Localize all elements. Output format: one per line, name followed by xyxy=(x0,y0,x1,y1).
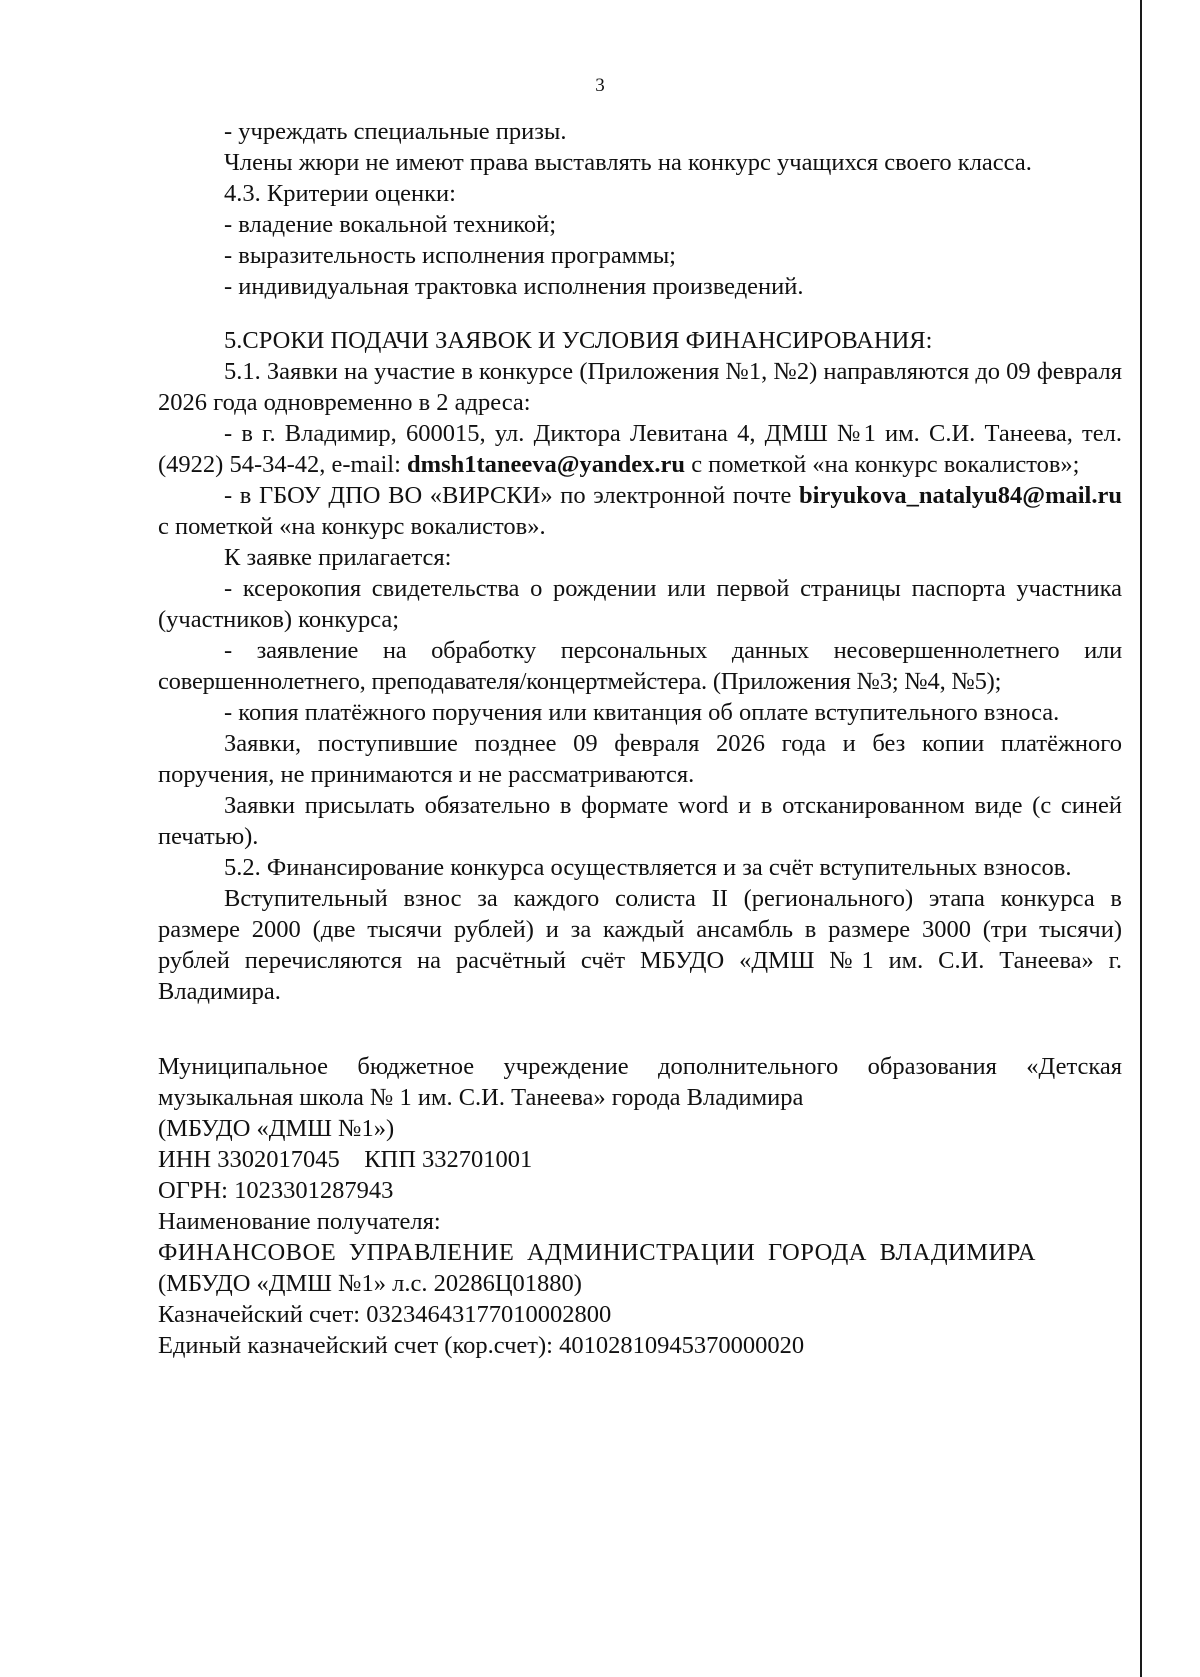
single-treasury-account: Единый казначейский счет (кор.счет): 40102810945370000020 xyxy=(158,1332,805,1359)
clause-5-1: 5.1. Заявки на участие в конкурсе (Приложения №1, №2) направляются до 09 февраля 2026 года одновременно в 2 адреса: xyxy=(158,358,1122,416)
recipient-name: ФИНАНСОВОЕ УПРАВЛЕНИЕ АДМИНИСТРАЦИИ ГОРОДА ВЛАДИМИРА xyxy=(158,1239,1036,1266)
treasury-account: Казначейский счет: 03234643177010002800 xyxy=(158,1301,612,1328)
criteria-item: - владение вокальной техникой; xyxy=(224,211,557,238)
org-short-name: (МБУДО «ДМШ №1») xyxy=(158,1115,395,1142)
address-text: - в г. Владимир, 600015, ул. Диктора Левитана 4, ДМШ №1 им. С.И. Танеева, тел.(4922) 54-34-42, e-mail: xyxy=(158,420,1122,478)
page-edge-line xyxy=(1140,0,1142,1677)
attachment-item: - заявление на обработку персональных данных несовершеннолетнего или совершеннолетнего, преподавателя/концертмейстера. (Приложения №3; №4, №5); xyxy=(158,637,1122,695)
attachment-item: - копия платёжного поручения или квитанция об оплате вступительного взноса. xyxy=(224,699,1060,726)
email-dmsh: dmsh1taneeva@yandex.ru xyxy=(407,451,686,478)
jury-note: Члены жюри не имеют права выставлять на конкурс учащихся своего класса. xyxy=(224,149,1032,176)
address-note: с пометкой «на конкурс вокалистов». xyxy=(158,513,546,540)
inn-kpp: ИНН 3302017045 КПП 332701001 xyxy=(158,1146,533,1173)
clause-5-2: 5.2. Финансирование конкурса осуществляется и за счёт вступительных взносов. xyxy=(224,854,1072,881)
format-note: Заявки присылать обязательно в формате word и в отсканированном виде (с синей печатью). xyxy=(158,792,1122,850)
criteria-item: - индивидуальная трактовка исполнения произведений. xyxy=(224,273,804,300)
special-prizes-item: - учреждать специальные призы. xyxy=(224,118,567,145)
recipient-account: (МБУДО «ДМШ №1» л.с. 20286Ц01880) xyxy=(158,1270,582,1297)
address-vladimir xyxy=(158,418,1122,480)
section-gap xyxy=(158,1007,1122,1051)
late-applications-note: Заявки, поступившие позднее 09 февраля 2026 года и без копии платёжного поручения, не принимаются и не рассматриваются. xyxy=(158,730,1122,788)
attachment-item: - ксерокопия свидетельства о рождении или первой страницы паспорта участника (участников) конкурса; xyxy=(158,575,1122,633)
page-number: 3 xyxy=(595,75,605,96)
address-text: - в ГБОУ ДПО ВО «ВИРСКИ» по электронной почте xyxy=(224,482,800,509)
criteria-item: - выразительность исполнения программы; xyxy=(224,242,676,269)
org-full-name: Муниципальное бюджетное учреждение дополнительного образования «Детская музыкальная школа № 1 им. С.И. Танеева» города Владимира xyxy=(158,1053,1122,1111)
entry-fee-text: Вступительный взнос за каждого солиста II (регионального) этапа конкурса в размере 2000 (две тысячи рублей) и за каждый ансамбль в размере 3000 (три тысячи) рублей перечисляются на расчётный счёт МБУДО «ДМШ №1 им. С.И. Танеева» г. Владимира. xyxy=(158,885,1122,1005)
recipient-label: Наименование получателя: xyxy=(158,1208,441,1235)
email-virski: biryukova_natalyu84@mail.ru xyxy=(799,482,1122,509)
criteria-heading: 4.3. Критерии оценки: xyxy=(224,180,456,207)
section-gap xyxy=(158,302,1122,325)
ogrn: ОГРН: 1023301287943 xyxy=(158,1177,394,1204)
address-note: с пометкой «на конкурс вокалистов»; xyxy=(685,451,1080,478)
address-virski xyxy=(158,480,1122,542)
document-body xyxy=(158,116,1122,1361)
section-heading: 5.СРОКИ ПОДАЧИ ЗАЯВОК И УСЛОВИЯ ФИНАНСИРОВАНИЯ: xyxy=(224,327,933,354)
bank-requisites xyxy=(158,1051,1122,1361)
attachments-heading: К заявке прилагается: xyxy=(224,544,452,571)
